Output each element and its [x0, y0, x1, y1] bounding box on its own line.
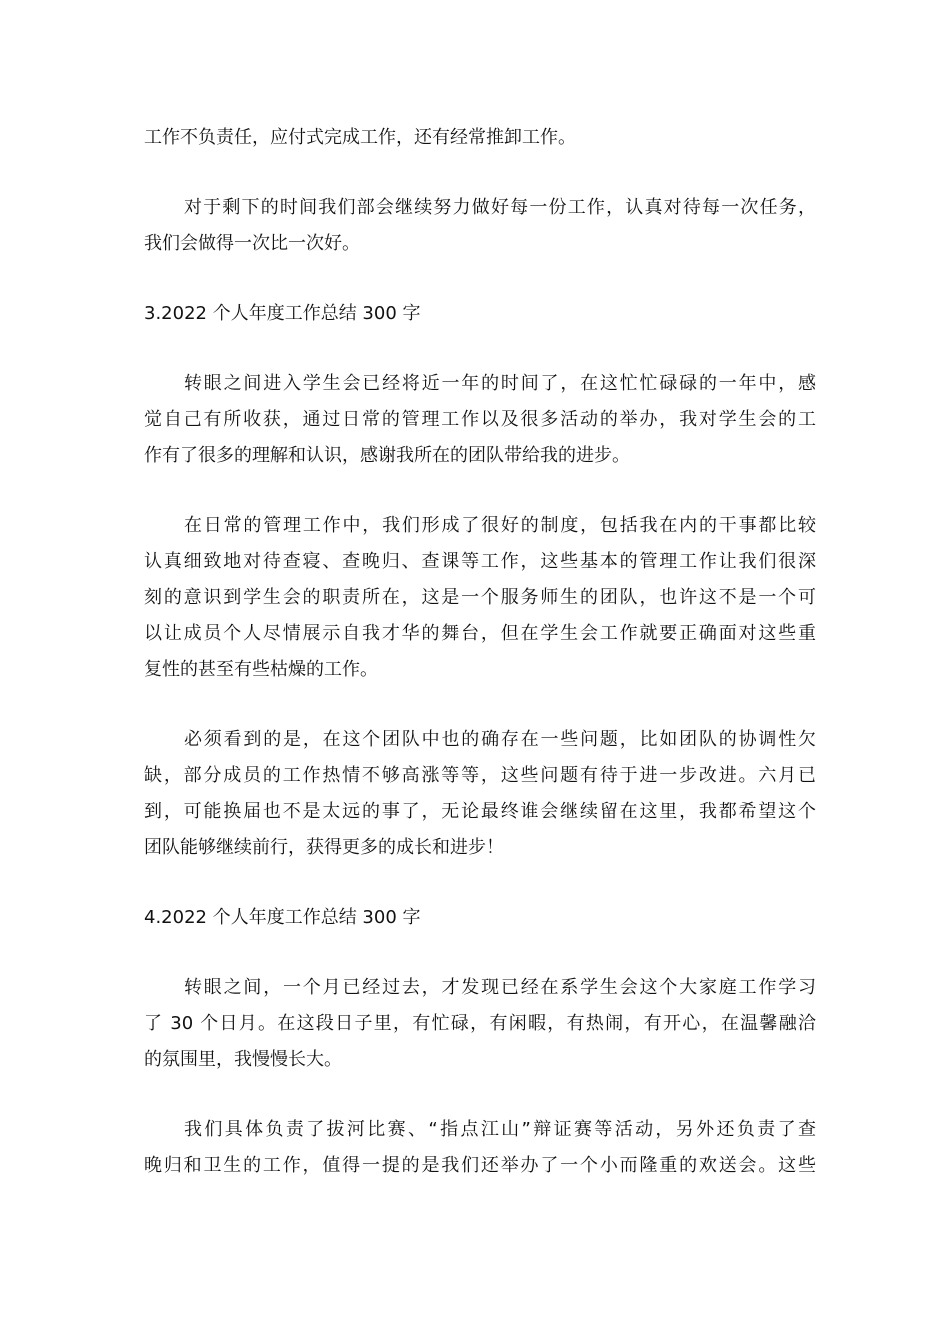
paragraph-line: 转眼之间，一个月已经过去，才发现已经在系学生会这个大家庭工作学习: [184, 977, 816, 998]
paragraph-line: 团队能够继续前行，获得更多的成长和进步！: [144, 837, 504, 858]
document-body: [144, 120, 816, 1218]
paragraph-line: 认真细致地对待查寝、查晚归、查课等工作，这些基本的管理工作让我们很深: [144, 551, 816, 572]
heading-text: 4.2022 个人年度工作总结 300 字: [144, 907, 421, 928]
paragraph: [144, 970, 816, 1078]
paragraph-line: 对于剩下的时间我们部会继续努力做好每一份工作，认真对待每一次任务，: [184, 197, 816, 218]
heading-text: 3.2022 个人年度工作总结 300 字: [144, 303, 421, 324]
paragraph: [144, 1112, 816, 1184]
paragraph-line: 我们具体负责了拔河比赛、“指点江山”辩证赛等活动，另外还负责了查: [184, 1119, 816, 1140]
paragraph-line: 觉自己有所收获，通过日常的管理工作以及很多活动的举办，我对学生会的工: [144, 409, 816, 430]
paragraph: [144, 190, 816, 262]
paragraph-line: 了 30 个日月。在这段日子里，有忙碌，有闲暇，有热闹，有开心，在温馨融洽: [144, 1013, 816, 1034]
paragraph-line: 刻的意识到学生会的职责所在，这是一个服务师生的团队，也许这不是一个可: [144, 587, 816, 608]
paragraph: [144, 722, 816, 866]
paragraph: [144, 366, 816, 474]
paragraph-line: 复性的甚至有些枯燥的工作。: [144, 659, 378, 680]
paragraph-line: 以让成员个人尽情展示自我才华的舞台，但在学生会工作就要正确面对这些重: [144, 623, 816, 644]
paragraph-line: 到，可能换届也不是太远的事了，无论最终谁会继续留在这里，我都希望这个: [144, 801, 816, 822]
section-heading: [144, 900, 816, 936]
paragraph-line: 工作不负责任，应付式完成工作，还有经常推卸工作。: [144, 127, 576, 148]
paragraph-line: 缺，部分成员的工作热情不够高涨等等，这些问题有待于进一步改进。六月已: [144, 765, 816, 786]
paragraph-line: 晚归和卫生的工作，值得一提的是我们还举办了一个小而隆重的欢送会。这些: [144, 1155, 816, 1176]
section-heading: [144, 296, 816, 332]
paragraph-line: 的氛围里，我慢慢长大。: [144, 1049, 342, 1070]
paragraph-line: 转眼之间进入学生会已经将近一年的时间了，在这忙忙碌碌的一年中，感: [184, 373, 816, 394]
paragraph: [144, 508, 816, 688]
paragraph: [144, 120, 816, 156]
paragraph-line: 作有了很多的理解和认识，感谢我所在的团队带给我的进步。: [144, 445, 630, 466]
paragraph-line: 在日常的管理工作中，我们形成了很好的制度，包括我在内的干事都比较: [184, 515, 816, 536]
paragraph-line: 我们会做得一次比一次好。: [144, 233, 360, 254]
paragraph-line: 必须看到的是，在这个团队中也的确存在一些问题，比如团队的协调性欠: [184, 729, 816, 750]
